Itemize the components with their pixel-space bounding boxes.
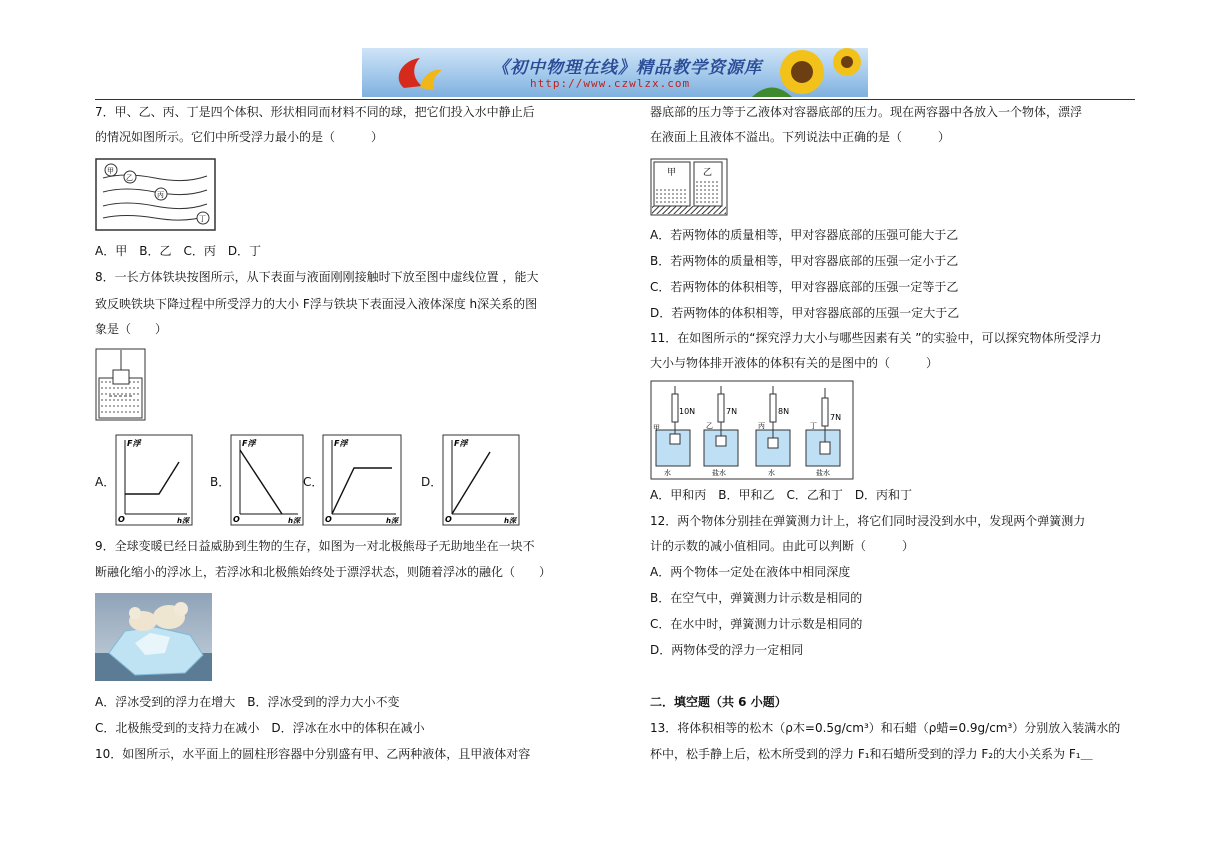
q8-d-ylabel: F浮 (454, 439, 468, 448)
q12-option-d: D．两物体受的浮力一定相同 (650, 643, 804, 657)
q10-line2: 器底部的压力等于乙液体对容器底部的压力。现在两容器中各放入一个物体，漂浮 (650, 105, 1083, 119)
q10-label-jia: 甲 (667, 168, 677, 178)
q10-figure-containers (650, 158, 728, 216)
q9-options-ab: A．浮冰受到的浮力在增大 B．浮冰受到的浮力大小不变 (95, 695, 400, 709)
q12-option-c: C．在水中时，弹簧测力计示数是相同的 (650, 617, 863, 631)
q12-option-a: A．两个物体一定处在液体中相同深度 (650, 565, 851, 579)
q11-liquid-3: 水 (768, 469, 775, 477)
q9-polar-bear-photo (95, 593, 212, 681)
q8-option-b-label: B． (210, 475, 231, 489)
q12-line1: 12．两个物体分别挂在弹簧测力计上，将它们同时浸没到水中，发现两个弹簧测力 (650, 514, 1086, 528)
q8-option-d-label: D． (421, 475, 443, 489)
q11-liquid-2: 盐水 (712, 469, 726, 477)
q11-liquid-1: 水 (664, 469, 671, 477)
q8-d-xlabel: h深 (504, 517, 516, 525)
q11-line2: 大小与物体排开液体的体积有关的是图中的（ ） (650, 356, 939, 370)
q12-option-b: B．在空气中，弹簧测力计示数是相同的 (650, 591, 863, 605)
q8-graph-c (322, 434, 402, 526)
q9-options-cd: C．北极熊受到的支持力在减小 D．浮冰在水中的体积在减小 (95, 721, 425, 735)
q8-d-origin: O (445, 515, 452, 524)
q11-force-3: 8N (778, 407, 790, 416)
q8-option-c-label: C． (303, 475, 324, 489)
q11-force-1: 10N (679, 407, 696, 416)
q7-label-jia: 甲 (107, 167, 114, 175)
q8-c-ylabel: F浮 (334, 439, 348, 448)
q10-option-c: C．若两物体的体积相等，甲对容器底部的压强一定等于乙 (650, 280, 959, 294)
q11-name-4: 丁 (810, 422, 817, 430)
q8-option-a-label: A． (95, 475, 116, 489)
q13-line1: 13．将体积相等的松木（ρ木=0.5g/cm³）和石蜡（ρ蜡=0.9g/cm³）分别放入装满水的 (650, 721, 1121, 735)
q8-b-xlabel: h深 (288, 517, 300, 525)
q10-label-yi: 乙 (703, 168, 713, 178)
q13-line2: 杯中，松手静上后，松木所受到的浮力 F₁和石蜡所受到的浮力 F₂的大小关系为 F₁＿ (650, 747, 1093, 761)
q11-liquid-4: 盐水 (816, 469, 830, 477)
q8-line1: 8．一长方体铁块按图所示，从下表面与液面刚刚接触时下放至图中虚线位置 ，能大 (95, 270, 539, 284)
q8-graph-d (442, 434, 520, 526)
q10-option-a: A．若两物体的质量相等，甲对容器底部的压强可能大于乙 (650, 228, 959, 242)
q11-options: A．甲和丙 B．甲和乙 C．乙和丁 D．丙和丁 (650, 488, 913, 502)
q11-name-2: 乙 (706, 422, 713, 430)
q11-force-4: 7N (830, 413, 842, 422)
q8-figure-beaker (95, 348, 147, 422)
q8-graph-b (230, 434, 304, 526)
q8-c-xlabel: h深 (386, 517, 398, 525)
q8-a-origin: O (118, 515, 125, 524)
q10-option-b: B．若两物体的质量相等，甲对容器底部的压强一定小于乙 (650, 254, 959, 268)
section-fill-in-heading: 二．填空题（共 6 小题） (650, 695, 787, 709)
q12-line2: 计的示数的减小值相同。由此可以判断（ ） (650, 539, 915, 553)
q11-name-1: 甲 (653, 424, 660, 432)
header-rule (95, 99, 1135, 100)
q10-option-d: D．若两物体的体积相等，甲对容器底部的压强一定大于乙 (650, 306, 960, 320)
q10-line1: 10．如图所示，水平面上的圆柱形容器中分别盛有甲、乙两种液体，且甲液体对容 (95, 747, 531, 761)
q7-label-yi: 乙 (126, 174, 133, 182)
q8-a-xlabel: h深 (177, 517, 189, 525)
q8-graph-a (115, 434, 193, 526)
q10-line3: 在液面上且液体不溢出。下列说法中正确的是（ ） (650, 130, 951, 144)
q7-label-bing: 丙 (157, 191, 164, 199)
q9-line1: 9．全球变暖已经日益威胁到生物的生存，如图为一对北极熊母子无助地坐在一块不 (95, 539, 535, 553)
header-banner (362, 48, 868, 97)
q8-a-ylabel: F浮 (127, 439, 141, 448)
q11-force-2: 7N (726, 407, 738, 416)
q8-c-origin: O (325, 515, 332, 524)
q8-line2: 致反映铁块下降过程中所受浮力的大小 F浮与铁块下表面浸入液体深度 h深关系的图 (95, 297, 538, 311)
q7-line1: 7．甲、乙、丙、丁是四个体积、形状相同而材料不同的球，把它们投入水中静止后 (95, 105, 535, 119)
q8-b-ylabel: F浮 (242, 439, 256, 448)
q11-line1: 11．在如图所示的“探究浮力大小与哪些因素有关 ”的实验中，可以探究物体所受浮力 (650, 331, 1102, 345)
q11-name-3: 丙 (758, 422, 765, 430)
q11-figure-beakers (650, 380, 854, 480)
q8-b-origin: O (233, 515, 240, 524)
banner-title: 《初中物理在线》精品教学资源库 (492, 58, 762, 78)
q7-label-ding: 丁 (199, 215, 206, 223)
q7-figure (95, 158, 217, 232)
q7-line2: 的情况如图所示。它们中所受浮力最小的是（ ） (95, 130, 384, 144)
q9-line2: 断融化缩小的浮冰上，若浮冰和北极熊始终处于漂浮状态，则随着浮冰的融化（ ） (95, 565, 552, 579)
q7-options: A．甲 B．乙 C．丙 D．丁 (95, 244, 262, 258)
banner-url[interactable]: http://www.czwlzx.com (530, 77, 691, 90)
q8-line3: 象是（ ） (95, 322, 168, 336)
